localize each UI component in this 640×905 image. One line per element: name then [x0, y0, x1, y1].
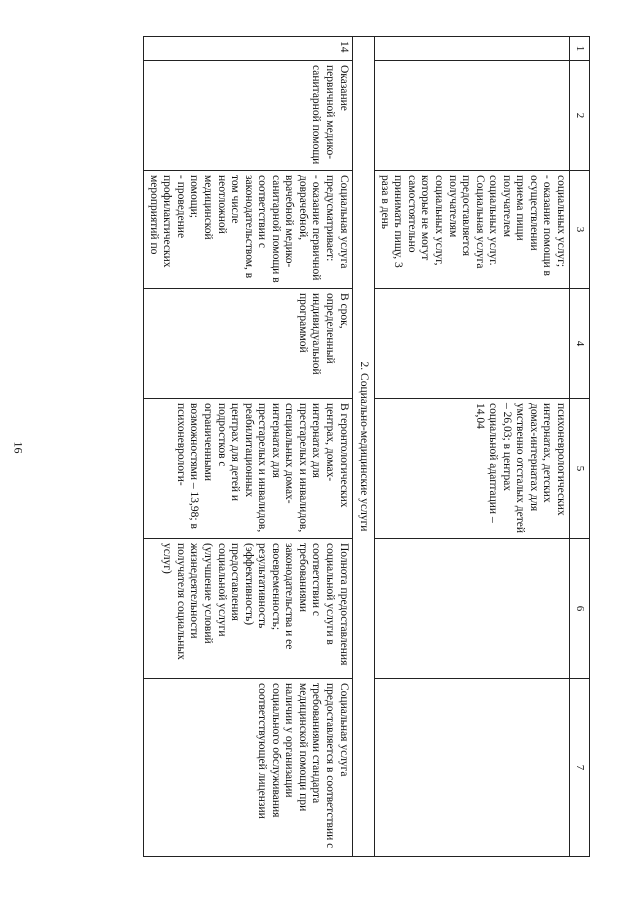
table-cell: психоневрологических интернатах, детских домах-интернатах для умственно отсталых детей – 26,03; в центрах социальной адаптации – 14,04 [375, 399, 570, 539]
header-cell: 2 [570, 61, 590, 171]
header-cell: 7 [570, 679, 590, 857]
header-cell: 4 [570, 289, 590, 399]
table-cell [375, 61, 570, 171]
table-cell: Социальная услуга предоставляется в соответствии с требованиями стандарта медицинской помощи при наличии у организации социального обслуживания соответствующей лицензии [144, 679, 352, 857]
table-cell: 14 [144, 37, 352, 61]
header-cell: 5 [570, 399, 590, 539]
rotated-table-container [45, 36, 590, 856]
page-number: 16 [11, 441, 26, 454]
table-row [144, 37, 352, 857]
table-cell [375, 539, 570, 679]
header-cell: 6 [570, 539, 590, 679]
table-cell [375, 289, 570, 399]
table-row [375, 37, 570, 857]
table-cell: социальных услуг; - оказание помощи в осуществлении приема пищи получателем социальных услуг. Социальная услуга предоставляется получателям социальных услуг, которые не могут самостоятельно принимать пищу, 3 раза в день [375, 171, 570, 289]
table-cell: Полнота предоставления социальной услуги в соответствии с требованиями законодательства и ее своевременность; результативность (эффективность) предоставления социальной услуги (улучшение условий жизнедеятельности получателя социальных услуг) [144, 539, 352, 679]
header-row [570, 37, 590, 857]
table-cell: В геронтологических центрах, домах-интернатах для престарелых и инвалидов, специальных домах-интернатах для престарелых и инвалидов, реабилитационных центрах для детей и подростков с ограниченными возможностями – 13,98; в психоневрологи- [144, 399, 352, 539]
table-cell [375, 679, 570, 857]
table-cell: В срок, определенный индивидуальной программой [144, 289, 352, 399]
header-cell: 1 [570, 37, 590, 61]
table-cell: Оказание первичной медико-санитарной помощи [144, 61, 352, 171]
section-row [352, 37, 375, 857]
services-table [143, 36, 590, 857]
section-title: 2. Социально-медицинские услуги [352, 37, 375, 857]
table-cell [375, 37, 570, 61]
header-cell: 3 [570, 171, 590, 289]
table-cell: Социальная услуга предусматривает: - оказание первичной доврачебной, врачебной медико-санитарной помощи в соответствии с законодательством, в том числе неотложной медицинской помощи; - проведение профилактических мероприятий по [144, 171, 352, 289]
